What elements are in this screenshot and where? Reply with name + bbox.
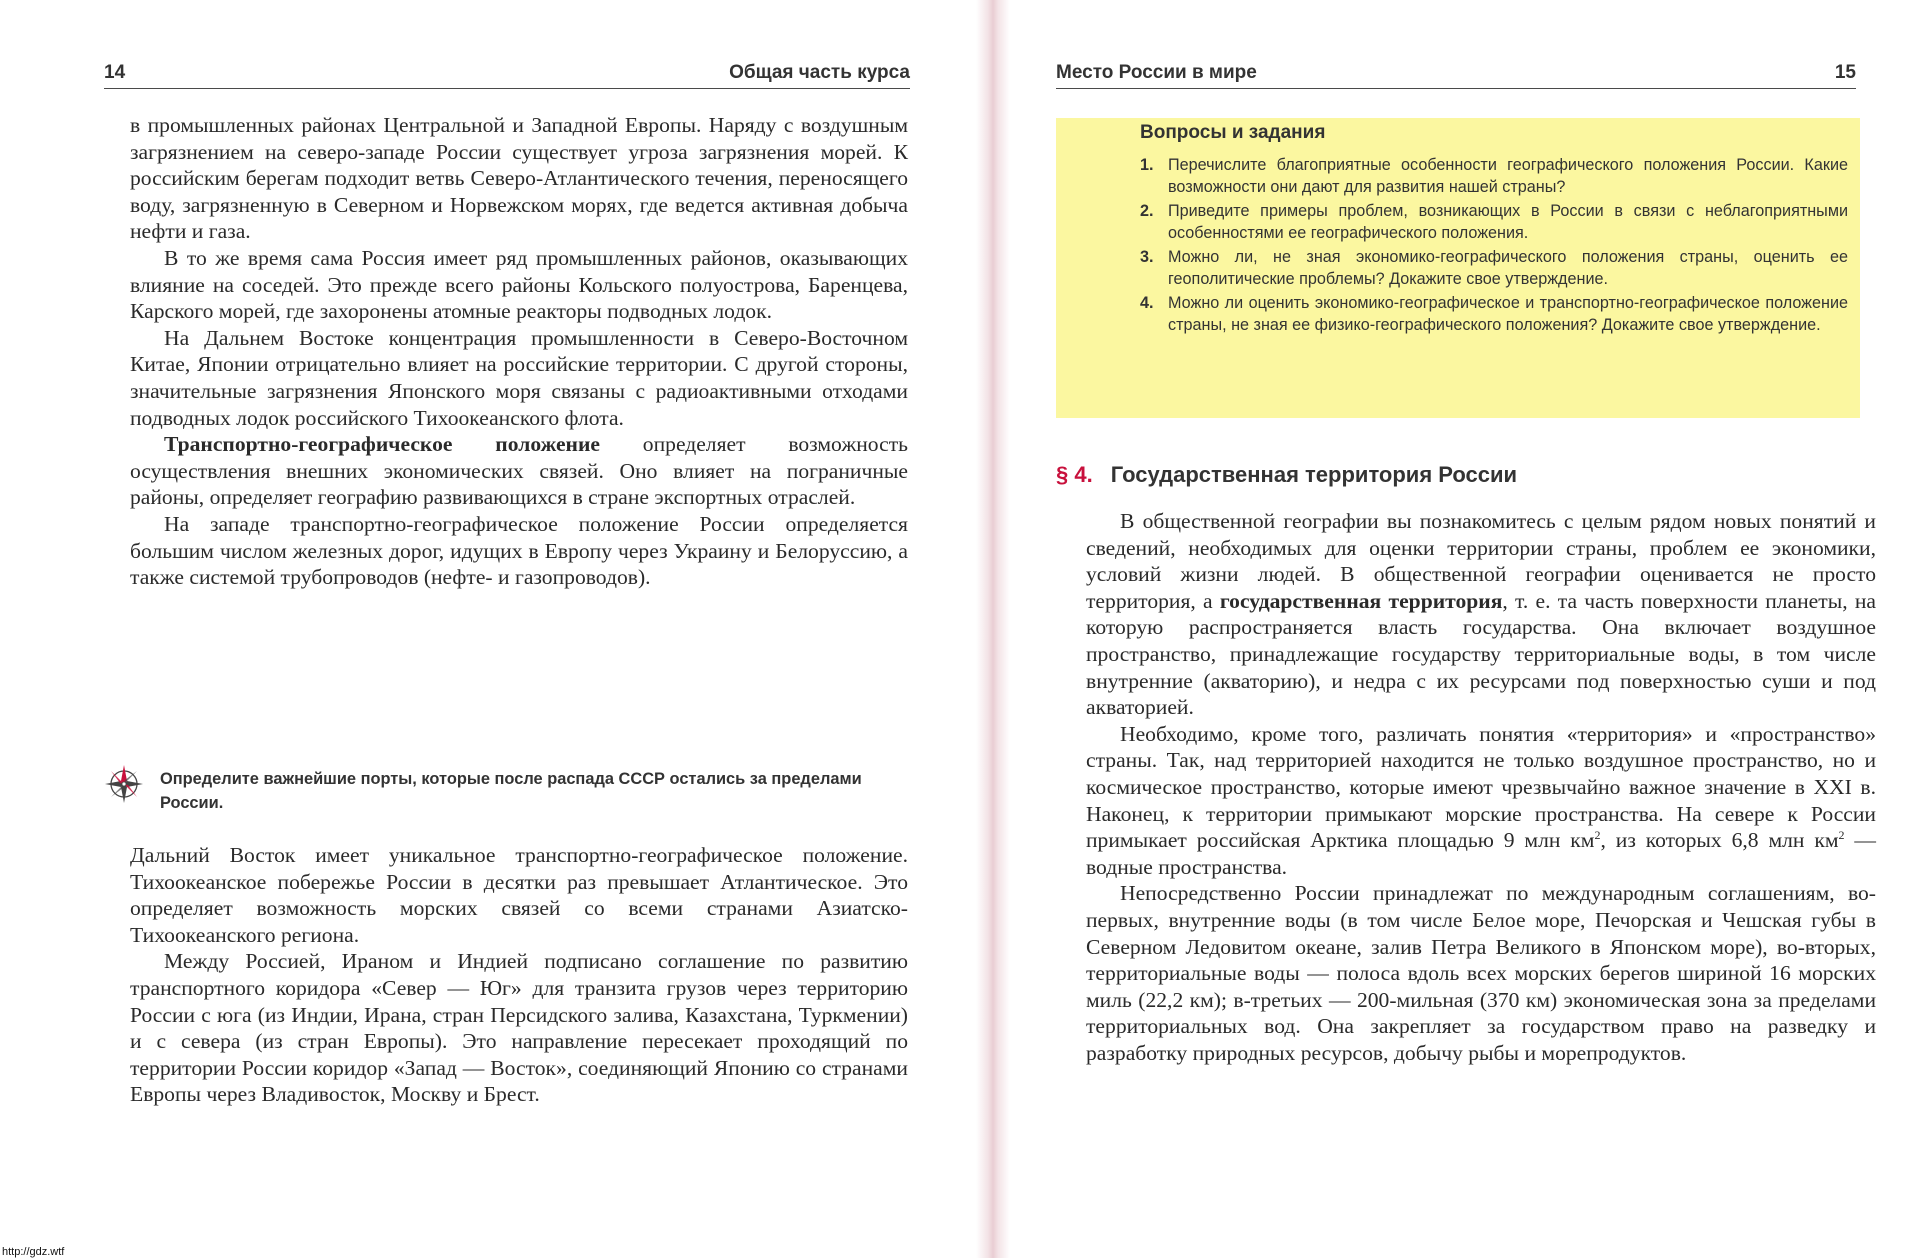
left-page-header: [104, 62, 910, 89]
superscript: 2: [1838, 827, 1845, 842]
question-text: Можно ли, не зная экономико-географического положения страны, оценить ее геополитические проблемы? Докажите свое утверждение.: [1168, 248, 1848, 288]
section-number: § 4.: [1056, 462, 1093, 487]
paragraph: Дальний Восток имеет уникальное транспортно-географическое положение. Тихоокеанское побережье России в десятки раз превышает Атлантическое. Это определяет возможность морских связей со всеми странами Азиатско-Тихоокеанского региона.: [130, 843, 908, 947]
question-item: [1140, 246, 1848, 290]
task-text: Определите важнейшие порты, которые после распада СССР остались за пределами России.: [160, 770, 862, 812]
right-page-header: [1056, 62, 1856, 89]
bold-term: государственная территория: [1219, 588, 1503, 613]
paragraph-transport: [130, 431, 908, 511]
question-text: Можно ли оценить экономико-географическое и транспортно-географическое положение страны, не зная ее физико-географического положения? Докажите свое утверждение.: [1168, 294, 1848, 334]
question-item: [1140, 292, 1848, 336]
question-number: 1.: [1140, 156, 1154, 174]
paragraph-text: определяет возможность осуществления внешних экономических связей. Оно влияет на пограничные районы, определяет географию развивающихся в стране экспортных отраслей.: [130, 432, 908, 510]
paragraph-text: В общественной географии вы познакомитесь с целым рядом новых понятий и сведений, необходимых для оценки территории страны, проблем ее экономики, условий жизни людей. В общественной географии оценивается не просто территория, а: [1086, 509, 1876, 613]
paragraph: В то же время сама Россия имеет ряд промышленных районов, оказывающих влияние на соседей. Это прежде всего районы Кольского полуострова, Баренцева, Карского морей, где захоронены атомные реакторы подводных лодок.: [130, 245, 908, 324]
compass-rose-icon: [104, 764, 144, 804]
paragraph: На Дальнем Востоке концентрация промышленности в Северо-Восточном Китае, Японии отрицательно влияет на российские территории. С другой стороны, значительные загрязнения Японского моря связаны с радиоактивными отходами подводных лодок российского Тихоокеанского флота.: [130, 325, 908, 430]
questions-title: Вопросы и задания: [1140, 122, 1326, 143]
question-number: 4.: [1140, 294, 1154, 312]
question-item: [1140, 154, 1848, 198]
paragraph: На западе транспортно-географическое положение России определяется большим числом железных дорог, идущих в Европу через Украину и Белоруссию, а также системой трубопроводов (нефте- и газопроводов).: [130, 511, 908, 590]
question-text: Приведите примеры проблем, возникающих в России в связи с неблагоприятными особенностями ее географического положения.: [1168, 202, 1848, 242]
question-number: 2.: [1140, 202, 1154, 220]
paragraph-text: — водные пространства.: [1086, 828, 1876, 879]
paragraph: [1086, 508, 1876, 721]
left-text-block-top: [130, 112, 908, 591]
paragraph-text: Необходимо, кроме того, различать понятия «территория» и «пространство» страны. Так, над территорией находится не только воздушное пространство, но и космическое пространство, которые имеют чрезвычайно важное значение в XXI в. Наконец, к территории примыкают морские пространства. На севере к России примыкает российская Арктика площадью 9 млн км: [1086, 721, 1876, 853]
paragraph-text: , из которых 6,8 млн км: [1600, 828, 1839, 853]
left-text-block-bottom: [130, 842, 908, 1108]
bold-term: Транспортно-географическое положение: [164, 432, 600, 457]
question-item: [1140, 200, 1848, 244]
question-text: Перечислите благоприятные особенности географического положения России. Какие возможности они дают для развития нашей страны?: [1168, 156, 1848, 196]
section-heading: [1056, 462, 1517, 488]
paragraph-text: , т. е. та часть поверхности планеты, на которую распространяется власть государства. Она включает воздушное пространство, принадлежащие государству территориальные воды, в том числе внутренние (акваторию), и недра с их ресурсами под поверхностью суши и под акваторией.: [1086, 588, 1876, 720]
watermark-link[interactable]: http://gdz.wtf: [2, 1246, 65, 1258]
paragraph: Между Россией, Ираном и Индией подписано соглашение по развитию транспортного коридора «Север — Юг» для транзита грузов через территорию России с юга (из Индии, Ирана, стран Персидского залива, Казахстана, Туркмении) и с севера (из стран Европы). Это направление пересекает проходящий по территории России коридор «Запад — Восток», соединяющий Японию со странами Европы через Владивосток, Москву и Брест.: [130, 949, 908, 1107]
running-head: Место России в мире: [1056, 62, 1257, 83]
questions-box: [1056, 118, 1860, 418]
right-page: [1010, 0, 1909, 1258]
paragraph: Непосредственно России принадлежат по международным соглашениям, во-первых, внутренние воды (в том числе Белое море, Печорская и Чешская губы в Северном Ледовитом океане, залив Петра Великого в Японском море), во-вторых, территориальные воды — полоса вдоль всех морских берегов шириной 16 морских миль (22,2 км); в-третьих — 200-мильная (370 км) экономическая зона за пределами территориальных вод. Она закрепляет за государством право на разведку и разработку природных ресурсов, добычу рыбы и морепродуктов.: [1086, 881, 1876, 1065]
superscript: 2: [1594, 827, 1601, 842]
page-number: 14: [104, 62, 126, 83]
paragraph: в промышленных районах Центральной и Западной Европы. Наряду с воздушным загрязнением на северо-западе России существует угроза загрязнения морей. К российским берегам подходит ветвь Северо-Атлантического течения, переносящего воду, загрязненную в Северном и Норвежском морях, где ведется активная добыча нефти и газа.: [130, 113, 908, 244]
right-text-block: [1086, 508, 1876, 1066]
page-number: 15: [1834, 62, 1856, 83]
section-title: Государственная территория России: [1110, 462, 1518, 487]
book-gutter: [976, 0, 1010, 1258]
paragraph: [1086, 721, 1876, 881]
question-number: 3.: [1140, 248, 1154, 266]
running-head: Общая часть курса: [729, 62, 910, 83]
questions-list: [1140, 154, 1848, 338]
